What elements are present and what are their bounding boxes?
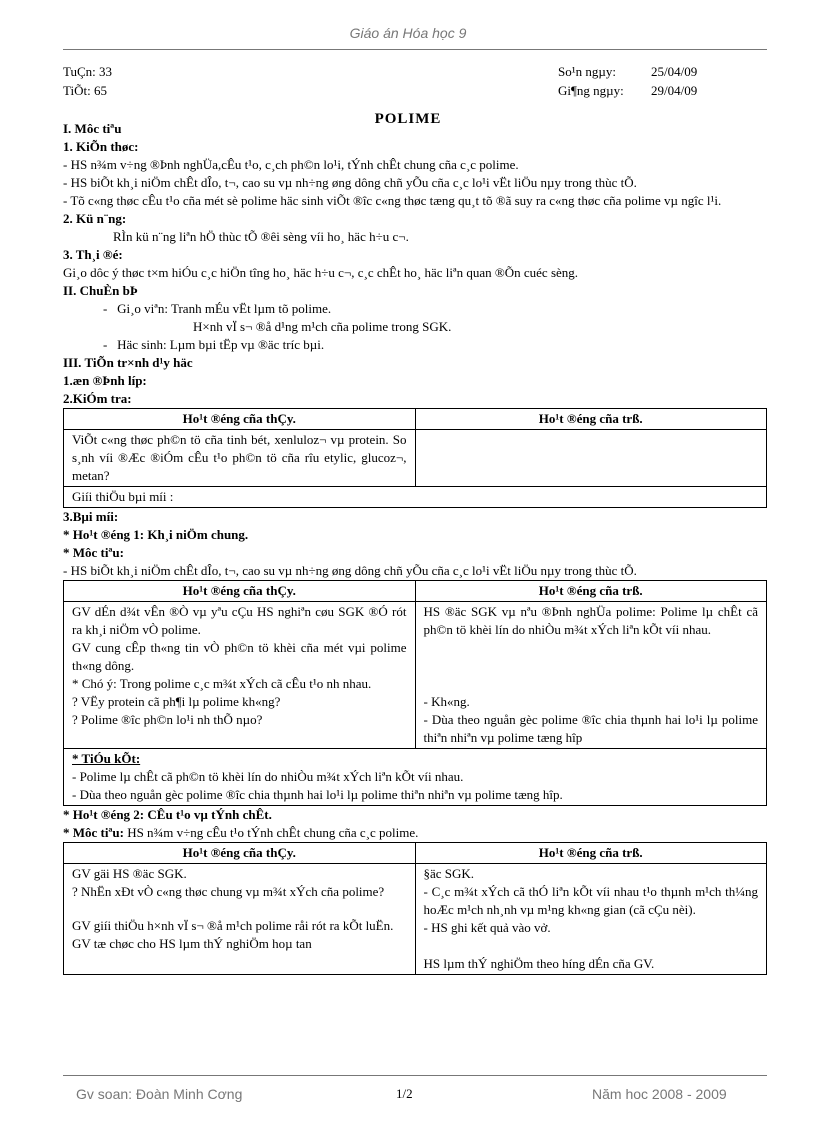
teach-date: 29/04/09: [651, 83, 698, 98]
student-prep-text: Häc sinh: Lµm bµi tËp vµ ®äc tríc bµi.: [117, 337, 325, 352]
skills-item: RÌn kü n¨ng liªn hÖ thùc tÕ ®êi sèng víi ho¸ häc h÷u c¬.: [113, 229, 409, 244]
list-item: ? NhËn xÐt vÒ c«ng thøc chung vµ m¾t xÝch cña polime?: [72, 884, 385, 899]
knowledge-item: - HS biÕt kh¸i niÖm chÊt dÎo, t¬, cao su vµ nh÷ng øng dông chñ yÕu cña c¸c lo¹i vËt liÖu nµy trong thùc tÕ.: [63, 175, 637, 190]
footer-page: 1/2: [396, 1086, 413, 1101]
activity-2-student: [415, 864, 767, 975]
list-item: GV dÉn d¾t vÊn ®Ò vµ yªu cÇu HS nghiªn cøu SGK ®Ó rót ra kh¸i niÖm vÒ polime.: [72, 604, 407, 637]
check-table: [63, 408, 767, 508]
col-teacher: Ho¹t ®éng cña thÇy.: [64, 843, 416, 864]
period-label: TiÕt: 65: [63, 83, 107, 98]
col-teacher: Ho¹t ®éng cña thÇy.: [64, 581, 416, 602]
list-item: §äc SGK.: [423, 866, 475, 881]
activity-1-student: [415, 602, 767, 749]
section-preparation-heading: II. ChuÈn bÞ: [63, 283, 138, 298]
draft-label: So¹n ngµy:: [558, 64, 616, 79]
section-objectives-heading: I. Môc tiªu: [63, 121, 122, 136]
knowledge-item: - HS n¾m v÷ng ®Þnh nghÜa,cÊu t¹o, c¸ch ph©n lo¹i, tÝnh chÊt chung cña c¸c polime.: [63, 157, 519, 172]
list-item: HS lµm thÝ nghiÖm theo híng dÉn cña GV.: [423, 956, 655, 971]
list-item: - Dùa theo nguån gèc polime ®îc chia thµnh hai lo¹i lµ polime thiªn nhiªn vµ polime tæng hîp.: [72, 787, 563, 802]
col-student: Ho¹t ®éng cña trß.: [415, 581, 767, 602]
teacher-prep-text: Gi¸o viªn: Tranh mÉu vËt lµm tõ polime.: [117, 301, 332, 316]
list-item: GV giíi thiÖu h×nh vÏ s¬ ®å m¹ch polime råi rót ra kÕt luËn.: [72, 918, 394, 933]
list-item: ? Polime ®îc ph©n lo¹i nh thÕ nµo?: [72, 712, 263, 727]
list-item: * Chó ý: Trong polime c¸c m¾t xÝch cã cÊu t¹o nh nhau.: [72, 676, 372, 691]
activity-2-goal-heading: * Môc tiªu:: [63, 825, 124, 840]
list-item: HS ®äc SGK vµ nªu ®Þnh nghÜa polime: Polime lµ chÊt cã ph©n tö khèi lín do nhiÒu m¾t xÝch liªn kÕt víi nhau.: [423, 604, 758, 637]
teacher-prep-2: H×nh vÏ s¬ ®å d¹ng m¹ch cña polime trong SGK.: [193, 319, 452, 334]
teacher-prep: - Gi¸o viªn: Tranh mÉu vËt lµm tõ polime.: [103, 301, 332, 316]
summary-heading: * TiÓu kÕt:: [72, 751, 141, 766]
col-student: Ho¹t ®éng cña trß.: [415, 843, 767, 864]
activity-2-teacher: [64, 864, 416, 975]
list-item: GV cung cÊp th«ng tin vÒ ph©n tö khèi cña mét vµi polime th«ng dông.: [72, 640, 407, 673]
list-item: - Polime lµ chÊt cã ph©n tö khèi lín do nhiÒu m¾t xÝch liªn kÕt víi nhau.: [72, 769, 464, 784]
draft-date: 25/04/09: [651, 64, 698, 79]
activity-1-goal-heading: * Môc tiªu:: [63, 545, 124, 560]
intro-new-lesson: Giíi thiÖu bµi míi :: [64, 487, 767, 508]
activity-2-table: [63, 842, 767, 975]
activity-1-table: [63, 580, 767, 806]
list-item: - C¸c m¾t xÝch cã thÓ liªn kÕt víi nhau t¹o thµnh m¹ch th¼ng hoÆc m¹ch nh¸nh vµ m¹ng kh«ng gian (cã cÇu nèi).: [423, 884, 758, 917]
knowledge-item: - Tõ c«ng thøc cÊu t¹o cña mét sè polime häc sinh viÕt ®îc c«ng thøc tæng qu¸t tõ ®ã suy ra c«ng thøc cña polime vµ ngîc l¹i.: [63, 193, 722, 208]
activity-1-goal: - HS biÕt kh¸i niÖm chÊt dÎo, t¬, cao su vµ nh÷ng øng dông chñ yÕu cña c¸c lo¹i vËt liÖu nµy trong thùc tÕ.: [63, 563, 637, 578]
spacer: [72, 901, 407, 917]
knowledge-heading: 1. KiÕn thøc:: [63, 139, 139, 154]
footer-rule: [63, 1075, 767, 1076]
spacer: [424, 639, 759, 693]
skills-heading: 2. Kü n¨ng:: [63, 211, 127, 226]
list-item: - Kh«ng.: [423, 694, 470, 709]
class-order-heading: 1.æn ®Þnh líp:: [63, 373, 147, 388]
activity-2-goal: HS n¾m v÷ng cÊu t¹o tÝnh chÊt chung cña c¸c polime.: [127, 825, 419, 840]
activity-2-heading: * Ho¹t ®éng 2: CÊu t¹o vµ tÝnh chÊt.: [63, 807, 272, 822]
footer-author: Gv soan: Đoàn Minh Cơng: [76, 1086, 243, 1102]
attitude-item: Gi¸o dôc ý thøc t×m hiÓu c¸c hiÖn tîng ho¸ häc h÷u c¬, c¸c chÊt ho¸ häc liªn quan ®Õn cuéc sèng.: [63, 265, 579, 280]
check-heading: 2.KiÓm tra:: [63, 391, 132, 406]
attitude-heading: 3. Th¸i ®é:: [63, 247, 123, 262]
student-prep: - Häc sinh: Lµm bµi tËp vµ ®äc tríc bµi.: [103, 337, 325, 352]
activity-1-teacher: [64, 602, 416, 749]
list-item: GV gäi HS ®äc SGK.: [72, 866, 187, 881]
summary-cell: [64, 749, 767, 806]
activity-1-heading: * Ho¹t ®éng 1: Kh¸i niÖm chung.: [63, 527, 249, 542]
new-lesson-heading: 3.Bµi míi:: [63, 509, 119, 524]
col-teacher: Ho¹t ®éng cña thÇy.: [64, 409, 416, 430]
list-item: ? VËy protein cã ph¶i lµ polime kh«ng?: [72, 694, 281, 709]
section-process-heading: III. TiÕn tr×nh d¹y häc: [63, 355, 193, 370]
check-teacher: ViÕt c«ng thøc ph©n tö cña tinh bét, xenluloz¬ vµ protein. So s¸nh víi ®Æc ®iÓm cÊu t¹o ph©n tö cña rîu etylic, glucoz¬, metan?: [64, 430, 416, 487]
week-label: TuÇn: 33: [63, 64, 113, 79]
list-item: - Dùa theo nguån gèc polime ®îc chia thµnh hai lo¹i lµ polime thiªn nhiªn vµ polime tæng hîp: [423, 712, 758, 745]
list-item: - HS ghi kết quả vào vở.: [423, 920, 551, 935]
header-rule: [63, 49, 767, 50]
activity-2-goal-line: [63, 824, 767, 842]
page-title: POLIME: [374, 111, 442, 127]
lesson-body: [63, 120, 767, 975]
header-title: Giáo án Hóa học 9: [349, 25, 467, 41]
spacer: [424, 937, 759, 955]
check-student: [415, 430, 767, 487]
list-item: GV tæ chøc cho HS lµm thÝ nghiÖm hoµ tan: [72, 936, 312, 951]
teach-label: Gi¶ng ngµy:: [558, 83, 624, 98]
footer-year: Năm hoc 2008 - 2009: [592, 1086, 727, 1102]
col-student: Ho¹t ®éng cña trß.: [415, 409, 767, 430]
